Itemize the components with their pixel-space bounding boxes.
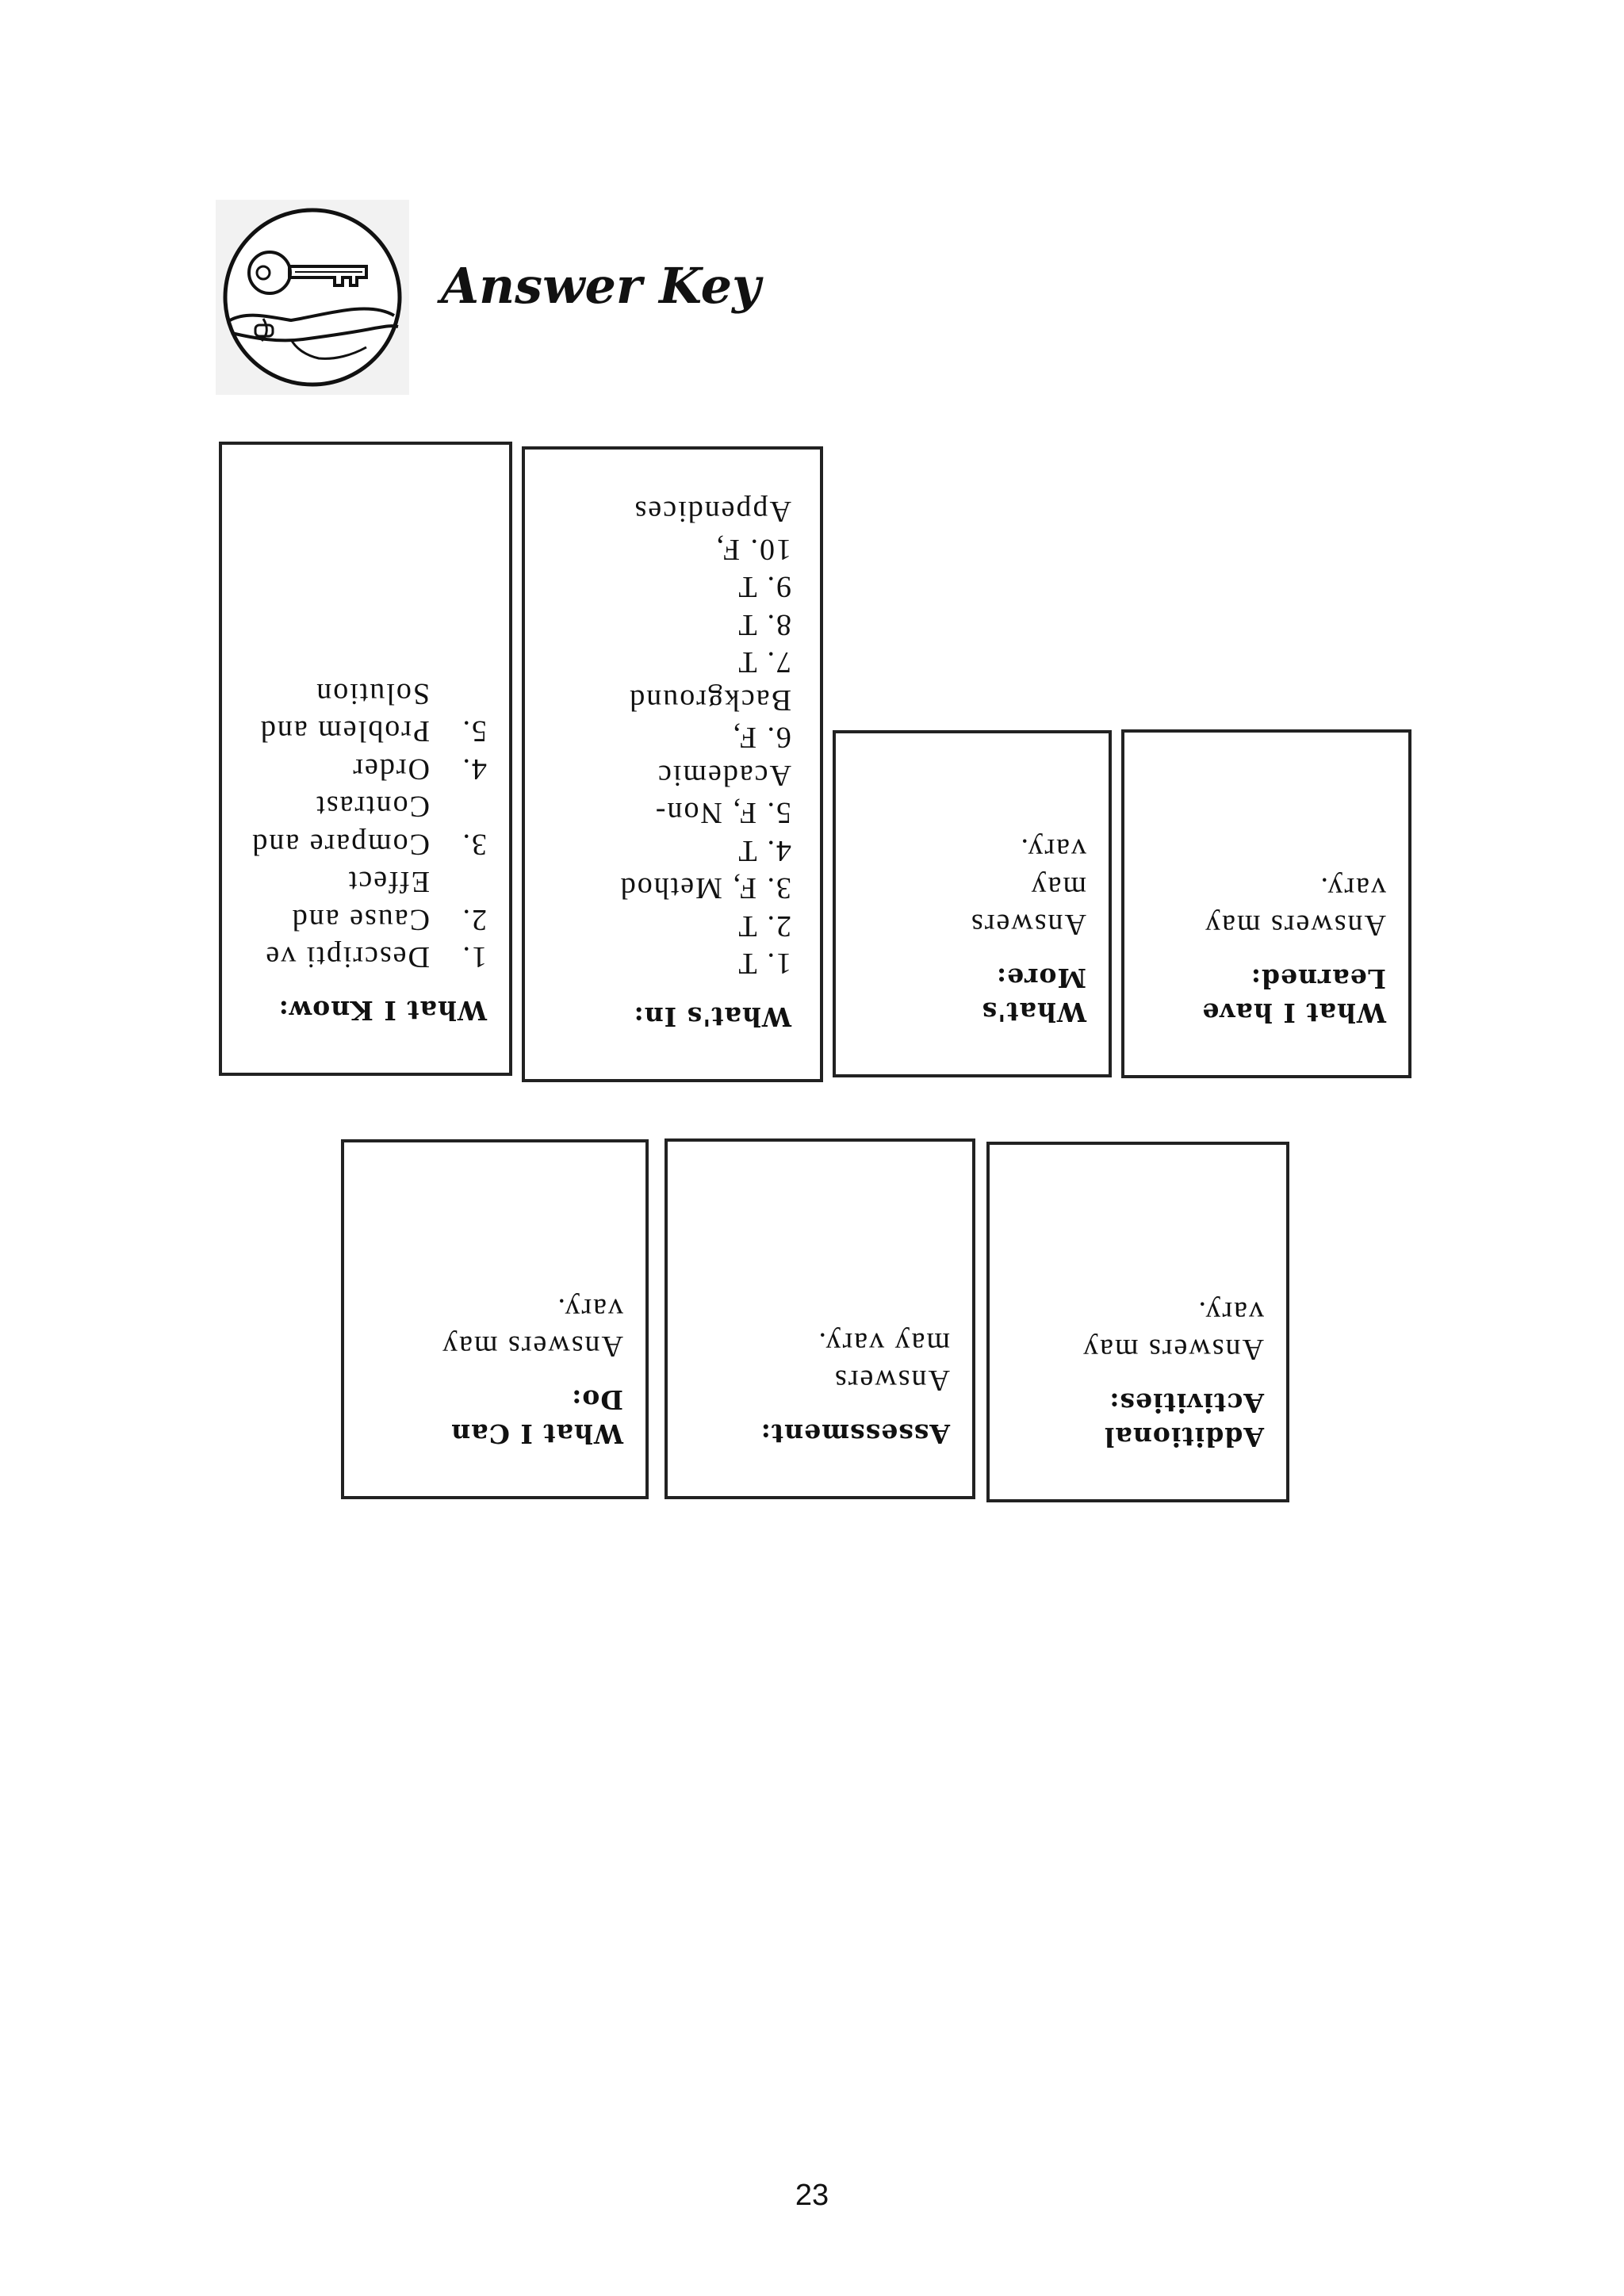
list-item: 9. T — [737, 570, 791, 604]
box-answer-text: Answers may vary. — [1204, 871, 1386, 943]
list-item: 1. Descripti ve — [264, 940, 487, 974]
list-item: 6. F, Background — [628, 683, 791, 755]
answer-box-whats-more — [833, 730, 1112, 1077]
list-item: 2. T — [737, 909, 791, 943]
box-answer-text: Answers may vary. — [441, 1292, 623, 1364]
box-title: What's More: — [981, 962, 1086, 1027]
list-item: 10. F, Appendices — [633, 495, 791, 566]
answer-box-what-i-know — [219, 442, 512, 1076]
answer-box-what-i-have-learned — [1121, 729, 1411, 1078]
list-item: 4. T — [737, 833, 791, 867]
box-title: What I Know: — [278, 995, 487, 1026]
list-item: 3. F, Method — [619, 871, 791, 905]
list-item: 7. T — [737, 645, 791, 679]
box-title: Assessment: — [760, 1418, 950, 1449]
answer-box-additional-activities — [986, 1142, 1289, 1502]
box-answer-text: Answers may vary. — [970, 832, 1086, 942]
list-item: 1. T — [737, 947, 791, 981]
list-item: 8. T — [737, 607, 791, 641]
key-in-hand-icon — [216, 200, 409, 395]
answer-list — [244, 674, 487, 975]
answer-box-assessment — [665, 1138, 975, 1499]
box-answer-text: Answers may vary. — [1082, 1295, 1264, 1367]
list-item: 2. Cause and Effect — [290, 865, 487, 936]
box-title: Additional Activities: — [1104, 1387, 1264, 1452]
list-item: 5. F, Non-Academic — [653, 758, 791, 830]
page-number: 23 — [795, 2179, 829, 2212]
list-item: 5. Problem and Solution — [259, 676, 487, 748]
list-item: 4. Order — [351, 752, 487, 786]
page-title: Answer Key — [441, 257, 761, 315]
answer-box-whats-in — [522, 446, 823, 1082]
box-title: What I Can Do: — [450, 1384, 623, 1449]
list-item: 3. Compare and Contrast — [251, 790, 487, 861]
box-title: What I have Learned: — [1201, 963, 1386, 1028]
answer-box-what-i-can-do — [341, 1139, 649, 1499]
box-title: What's In: — [633, 1001, 791, 1032]
answer-list — [588, 492, 791, 982]
box-answer-text: Answers may vary. — [817, 1326, 950, 1398]
